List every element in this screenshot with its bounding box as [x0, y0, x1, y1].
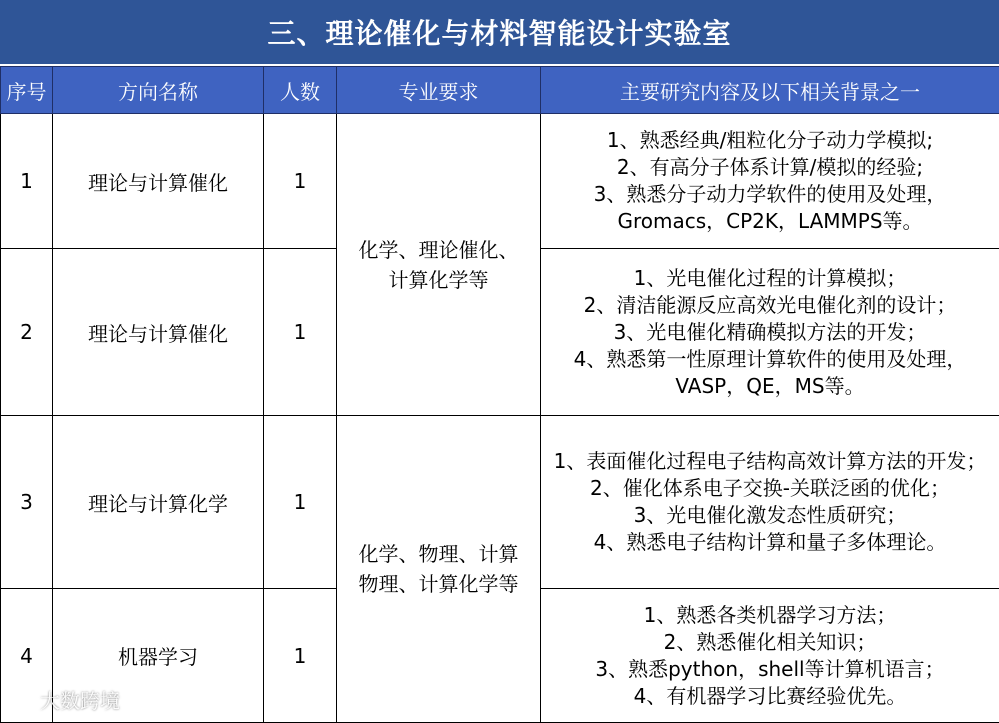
row-count: 1 — [264, 589, 337, 723]
row-direction: 理论与计算催化 — [53, 249, 264, 416]
requirement-line: 物理、计算化学等 — [359, 572, 519, 596]
row-index: 3 — [1, 416, 53, 589]
row-direction: 理论与计算催化 — [53, 114, 264, 249]
content-line: 2、清洁能源反应高效光电催化剂的设计； — [541, 292, 999, 319]
row-index: 1 — [1, 114, 53, 249]
content-line: 3、光电催化激发态性质研究； — [541, 502, 999, 529]
content-line: 3、光电催化精确模拟方法的开发； — [541, 319, 999, 346]
table-header-row — [1, 67, 999, 114]
recruitment-table — [0, 66, 999, 723]
content-line: 4、熟悉第一性原理计算软件的使用及处理， — [541, 346, 999, 373]
content-line: 4、熟悉电子结构计算和量子多体理论。 — [541, 529, 999, 556]
row-direction: 理论与计算化学 — [53, 416, 264, 589]
requirement-line: 化学、物理、计算 — [359, 542, 519, 566]
content-line: 2、有高分子体系计算/模拟的经验; — [541, 154, 999, 181]
watermark-logo-icon — [6, 684, 36, 714]
requirement-line: 化学、理论催化、 — [359, 238, 519, 262]
content-line: 2、熟悉催化相关知识； — [541, 629, 999, 656]
row-index: 4 — [1, 589, 53, 723]
content-line: VASP，QE，MS等。 — [541, 373, 999, 400]
row-direction: 机器学习 — [53, 589, 264, 723]
column-header-content: 主要研究内容及以下相关背景之一 — [541, 67, 999, 114]
content-line: Gromacs，CP2K，LAMMPS等。 — [541, 208, 999, 235]
research-content — [541, 589, 999, 723]
content-line: 4、有机器学习比赛经验优先。 — [541, 683, 999, 710]
content-line: 1、光电催化过程的计算模拟； — [541, 265, 999, 292]
column-header-count: 人数 — [264, 67, 337, 114]
row-count: 1 — [264, 416, 337, 589]
content-line: 1、熟悉经典/粗粒化分子动力学模拟; — [541, 127, 999, 154]
page-title: 三、理论催化与材料智能设计实验室 — [0, 0, 999, 66]
table-row — [1, 114, 999, 249]
row-count: 1 — [264, 249, 337, 416]
requirement-line: 计算化学等 — [389, 268, 489, 292]
row-index: 2 — [1, 249, 53, 416]
content-line: 3、熟悉python，shell等计算机语言； — [541, 656, 999, 683]
column-header-index: 序号 — [1, 67, 53, 114]
watermark — [6, 684, 120, 714]
column-header-direction: 方向名称 — [53, 67, 264, 114]
research-content — [541, 416, 999, 589]
content-line: 1、表面催化过程电子结构高效计算方法的开发； — [541, 448, 999, 475]
table-row — [1, 416, 999, 589]
requirement-cell — [337, 416, 541, 723]
content-line: 1、熟悉各类机器学习方法； — [541, 602, 999, 629]
watermark-text: 大数跨境 — [40, 685, 120, 714]
research-content — [541, 249, 999, 416]
column-header-requirement: 专业要求 — [337, 67, 541, 114]
requirement-cell — [337, 114, 541, 416]
content-line: 3、熟悉分子动力学软件的使用及处理， — [541, 181, 999, 208]
content-line: 2、催化体系电子交换-关联泛函的优化； — [541, 475, 999, 502]
row-count: 1 — [264, 114, 337, 249]
research-content — [541, 114, 999, 249]
